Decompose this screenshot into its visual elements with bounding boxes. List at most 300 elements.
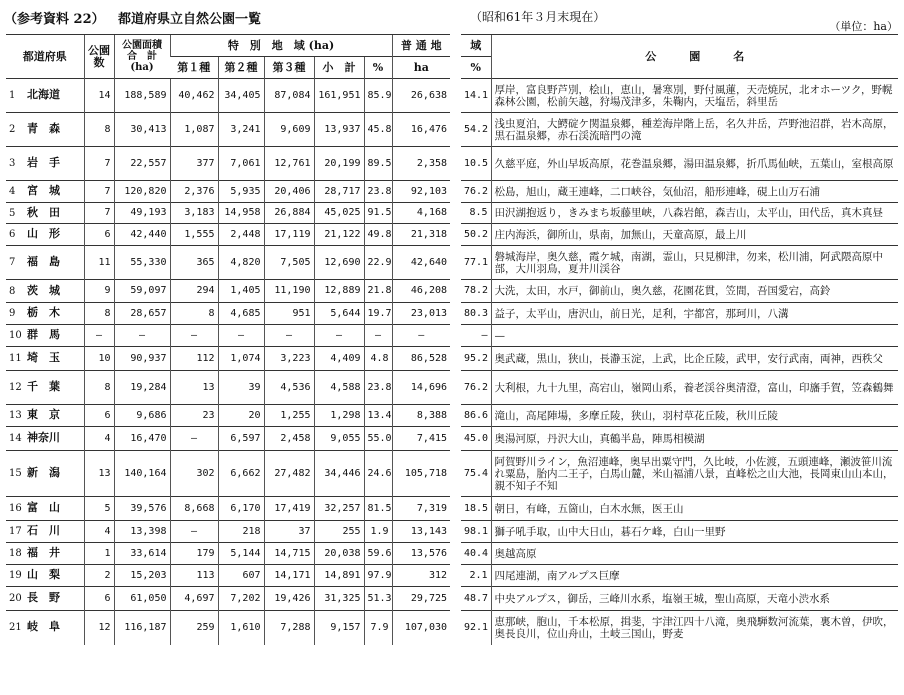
class2-cell: 6,597 [218,427,264,451]
normal-cell: 2,358 [392,147,450,181]
table-row [6,371,450,405]
class3-cell: 17,419 [264,497,314,521]
pref-cell [6,224,84,246]
count-cell: 6 [84,587,114,611]
normal-cell: 13,576 [392,543,450,565]
page-header [0,6,904,33]
area-cell: 55,330 [114,246,170,280]
park-names-cell: 朝日，有峰，五箇山，白木水無，医王山 [491,497,898,521]
col-c2: 第２種 [218,57,264,79]
park-names-cell: — [491,325,898,347]
normal-cell: 4,168 [392,203,450,224]
normal-cell: 13,143 [392,521,450,543]
subtotal-cell: 1,298 [314,405,364,427]
normal-pct-cell: 18.5 [461,497,491,521]
normal-cell: 86,528 [392,347,450,371]
table-row [6,565,450,587]
reference-label: （参考資料 22） [4,12,105,27]
table-gutter [452,34,459,695]
normal-pct-cell: 40.4 [461,543,491,565]
class1-cell: 8,668 [170,497,218,521]
count-cell: 8 [84,303,114,325]
park-names-cell: 磐城海岸，奥久慈，霞ケ城，南湖，霊山，只見柳津，勿来，松川浦，阿武隈高原中部，大川羽鳥，夏井川渓谷 [491,246,898,280]
normal-pct-cell: 14.1 [461,79,491,113]
pref-cell [6,543,84,565]
subtotal-cell: 34,446 [314,451,364,497]
col-area: 公園面積 合 計 (ha) [114,35,170,79]
table-row [6,521,450,543]
pref-name: 岐 阜 [27,620,60,634]
class3-cell: 9,609 [264,113,314,147]
pct-cell: 24.6 [364,451,392,497]
pref-name: 千 葉 [27,380,60,393]
normal-cell: 29,725 [392,587,450,611]
normal-cell: 42,640 [392,246,450,280]
class3-cell: 27,482 [264,451,314,497]
class2-cell: 5,935 [218,181,264,203]
class3-cell: 14,171 [264,565,314,587]
count-cell: 5 [84,497,114,521]
count-cell: 7 [84,203,114,224]
pref-name: 栃 木 [27,306,60,319]
class1-cell: 112 [170,347,218,371]
count-cell: 9 [84,280,114,303]
pct-cell: 1.9 [364,521,392,543]
col-pref: 都道府県 [6,35,84,79]
class1-cell: 294 [170,280,218,303]
table-row [6,325,450,347]
normal-pct-cell: 54.2 [461,113,491,147]
subtotal-cell: 20,038 [314,543,364,565]
park-names-cell: 大洗，太田，水戸，御前山，奥久慈，花園花貫，笠間，吾国愛宕，高鈴 [491,280,898,303]
col-names: 公 園 名 [491,35,898,79]
class1-cell: 23 [170,405,218,427]
area-cell: — [114,325,170,347]
class3-cell: 20,406 [264,181,314,203]
pref-cell [6,611,84,645]
subtotal-cell: 9,055 [314,427,364,451]
class3-cell: 19,426 [264,587,314,611]
count-cell: 7 [84,147,114,181]
class1-cell: 40,462 [170,79,218,113]
normal-cell: 92,103 [392,181,450,203]
pct-cell: 22.9 [364,246,392,280]
class3-cell: 14,715 [264,543,314,565]
subtotal-cell: — [314,325,364,347]
normal-pct-cell: 48.7 [461,587,491,611]
subtotal-cell: 9,157 [314,611,364,645]
class1-cell: — [170,325,218,347]
pref-cell [6,347,84,371]
table-row [461,303,898,325]
pref-cell [6,587,84,611]
table-row [461,427,898,451]
pref-cell [6,497,84,521]
class2-cell: 1,610 [218,611,264,645]
park-names-cell: 厚岸，富良野芦別，桧山，恵山，暑寒別，野付風蓮，天売焼尻，北オホーツク，野幌森林公園，松前矢越，狩場茂津多，朱鞠内，天塩岳，斜里岳 [491,79,898,113]
pct-cell: 45.8 [364,113,392,147]
count-cell: 13 [84,451,114,497]
pct-cell: 97.9 [364,565,392,587]
count-cell: 1 [84,543,114,565]
pct-cell: 89.5 [364,147,392,181]
class2-cell: — [218,325,264,347]
class2-cell: 3,241 [218,113,264,147]
area-cell: 33,614 [114,543,170,565]
pref-cell [6,79,84,113]
area-cell: 116,187 [114,611,170,645]
class2-cell: 20 [218,405,264,427]
table-row [6,405,450,427]
table-row [461,347,898,371]
class1-cell: 2,376 [170,181,218,203]
row-number: 10 [9,330,22,341]
area-cell: 22,557 [114,147,170,181]
class1-cell: 4,697 [170,587,218,611]
pct-cell: 55.0 [364,427,392,451]
table-row [6,427,450,451]
normal-cell: 21,318 [392,224,450,246]
area-cell: 49,193 [114,203,170,224]
normal-pct-cell: 77.1 [461,246,491,280]
unit-label: （単位：ha） [829,20,898,33]
area-cell: 61,050 [114,587,170,611]
col-region-pct: % [461,57,491,79]
pct-cell: 4.8 [364,347,392,371]
class3-cell: 11,190 [264,280,314,303]
class3-cell: 4,536 [264,371,314,405]
col-c1: 第１種 [170,57,218,79]
normal-pct-cell: 76.2 [461,181,491,203]
row-number: 2 [9,124,16,135]
normal-pct-cell: 8.5 [461,203,491,224]
col-normal: 普 通 地 [392,35,450,57]
subtotal-cell: 13,937 [314,113,364,147]
pref-name: 北海道 [27,88,60,101]
table-row [461,405,898,427]
park-names-cell: 滝山，高尾陣場，多摩丘陵，狭山，羽村草花丘陵，秋川丘陵 [491,405,898,427]
subtotal-cell: 20,199 [314,147,364,181]
normal-cell: 7,319 [392,497,450,521]
pref-cell [6,147,84,181]
pref-cell [6,203,84,224]
col-subtotal: 小 計 [314,57,364,79]
class3-cell: 3,223 [264,347,314,371]
table-row [461,280,898,303]
normal-cell: 107,030 [392,611,450,645]
row-number: 1 [9,90,16,101]
class1-cell: 113 [170,565,218,587]
pref-name: 埼 玉 [27,351,60,364]
class2-cell: 2,448 [218,224,264,246]
area-cell: 15,203 [114,565,170,587]
normal-pct-cell: 78.2 [461,280,491,303]
class3-cell: 37 [264,521,314,543]
normal-pct-cell: — [461,325,491,347]
class1-cell: — [170,521,218,543]
count-cell: 7 [84,181,114,203]
count-cell: 6 [84,224,114,246]
count-cell: 4 [84,427,114,451]
pct-cell: 7.9 [364,611,392,645]
row-number: 11 [9,353,22,364]
subtotal-cell: 31,325 [314,587,364,611]
pref-cell [6,371,84,405]
pref-name: 石 川 [27,524,60,537]
class2-cell: 6,662 [218,451,264,497]
row-number: 18 [9,548,22,559]
park-names-table [461,34,898,645]
row-number: 6 [9,229,16,240]
pref-name: 山 梨 [27,568,60,581]
pref-name: 新 潟 [27,466,60,479]
page-title: 都道府県立自然公園一覧 [118,12,262,27]
table-row [6,280,450,303]
area-cell: 140,164 [114,451,170,497]
area-cell: 30,413 [114,113,170,147]
class2-cell: 7,061 [218,147,264,181]
count-cell: 8 [84,371,114,405]
count-cell: 11 [84,246,114,280]
table-row [6,203,450,224]
row-number: 7 [9,257,16,268]
table-row [461,203,898,224]
pct-cell: — [364,325,392,347]
normal-cell: 105,718 [392,451,450,497]
normal-cell: 23,013 [392,303,450,325]
count-cell: — [84,325,114,347]
table-row [461,451,898,497]
table-row [461,521,898,543]
table-row [461,79,898,113]
area-cell: 188,589 [114,79,170,113]
pref-cell [6,521,84,543]
class2-cell: 14,958 [218,203,264,224]
count-cell: 6 [84,405,114,427]
area-cell: 59,097 [114,280,170,303]
area-cell: 39,576 [114,497,170,521]
table-row [6,147,450,181]
table-row [461,246,898,280]
normal-pct-cell: 2.1 [461,565,491,587]
park-names-cell: 恵那峡，胞山，千本松原，揖斐，宇津江四十八滝，奥飛騨数河流葉，裏木曽，伊吹，奥長良川，位山舟山，土岐三国山，野麦 [491,611,898,645]
pref-cell [6,181,84,203]
class2-cell: 1,074 [218,347,264,371]
park-stats-table [6,34,450,645]
col-special: 特 別 地 域 (ha) [170,35,392,57]
count-cell: 12 [84,611,114,645]
row-number: 8 [9,285,16,297]
pref-cell [6,113,84,147]
pref-name: 長 野 [27,591,60,604]
pref-name: 群 馬 [27,328,60,341]
pref-name: 宮 城 [27,184,60,197]
area-cell: 9,686 [114,405,170,427]
class3-cell: — [264,325,314,347]
table-row [461,587,898,611]
pct-cell: 51.3 [364,587,392,611]
class2-cell: 4,685 [218,303,264,325]
pct-cell: 21.8 [364,280,392,303]
subtotal-cell: 32,257 [314,497,364,521]
row-number: 3 [9,158,16,169]
class1-cell: 13 [170,371,218,405]
pct-cell: 49.8 [364,224,392,246]
pref-name: 岩 手 [27,156,60,169]
count-cell: 2 [84,565,114,587]
normal-pct-cell: 95.2 [461,347,491,371]
class1-cell: 179 [170,543,218,565]
pct-cell: 23.8 [364,181,392,203]
pref-cell [6,565,84,587]
table-row [6,224,450,246]
pref-name: 山 形 [27,227,60,240]
class3-cell: 26,884 [264,203,314,224]
row-number: 20 [9,593,22,604]
table-row [461,147,898,181]
park-names-cell: 久慈平庭，外山早坂高原，花巻温泉郷，湯田温泉郷，折爪馬仙峡，五葉山，室根高原 [491,147,898,181]
class1-cell: — [170,427,218,451]
park-names-cell: 浅虫夏泊，大鰐碇ケ関温泉郷，種差海岸階上岳，名久井岳，芦野池沼群，岩木高原，黒石温泉郷，赤石渓流暗門の滝 [491,113,898,147]
table-row [6,611,450,645]
class1-cell: 1,555 [170,224,218,246]
pref-name: 富 山 [27,501,60,514]
row-number: 21 [9,622,22,634]
table-row [461,543,898,565]
class2-cell: 4,820 [218,246,264,280]
normal-pct-cell: 76.2 [461,371,491,405]
subtotal-cell: 12,690 [314,246,364,280]
table-row [6,246,450,280]
table-row [6,543,450,565]
row-number: 9 [9,308,16,319]
subtotal-cell: 255 [314,521,364,543]
class2-cell: 34,405 [218,79,264,113]
pref-name: 東 京 [27,408,60,421]
area-cell: 28,657 [114,303,170,325]
pref-name: 秋 田 [27,205,60,219]
pct-cell: 81.5 [364,497,392,521]
col-region: 域 [461,35,491,57]
area-cell: 13,398 [114,521,170,543]
class3-cell: 1,255 [264,405,314,427]
row-number: 13 [9,410,22,421]
row-number: 12 [9,382,22,393]
table-row [461,611,898,645]
pref-cell [6,325,84,347]
table-row [461,371,898,405]
class1-cell: 377 [170,147,218,181]
pref-name: 茨 城 [27,283,60,297]
pref-cell [6,246,84,280]
area-cell: 42,440 [114,224,170,246]
class3-cell: 7,505 [264,246,314,280]
subtotal-cell: 4,588 [314,371,364,405]
col-normal-unit: ha [392,57,450,79]
pct-cell: 13.4 [364,405,392,427]
pref-name: 神奈川 [27,431,60,444]
park-names-cell: 四尾連湖，南アルプス巨摩 [491,565,898,587]
table-row [461,497,898,521]
class1-cell: 302 [170,451,218,497]
normal-pct-cell: 45.0 [461,427,491,451]
normal-pct-cell: 86.6 [461,405,491,427]
park-names-cell: 田沢湖抱返り，きみまち坂藤里峡，八森岩館，森吉山，太平山，田代岳，真木真昼 [491,203,898,224]
as-of-date: （昭和61年３月末現在） [470,10,606,24]
table-row [461,224,898,246]
park-names-cell: 益子，太平山，唐沢山，前日光，足利，宇都宮，那珂川，八溝 [491,303,898,325]
subtotal-cell: 5,644 [314,303,364,325]
subtotal-cell: 14,891 [314,565,364,587]
normal-cell: 8,388 [392,405,450,427]
class3-cell: 7,288 [264,611,314,645]
pct-cell: 23.8 [364,371,392,405]
row-number: 14 [9,433,22,444]
normal-pct-cell: 10.5 [461,147,491,181]
pref-cell [6,405,84,427]
row-number: 19 [9,570,22,581]
area-cell: 19,284 [114,371,170,405]
table-row [461,181,898,203]
table-row [6,497,450,521]
normal-cell: 312 [392,565,450,587]
col-count: 公園数 [84,35,114,79]
class3-cell: 87,084 [264,79,314,113]
table-row [6,451,450,497]
table-row [6,181,450,203]
normal-cell: 46,208 [392,280,450,303]
normal-cell: 26,638 [392,79,450,113]
normal-pct-cell: 92.1 [461,611,491,645]
table-row [461,325,898,347]
normal-pct-cell: 98.1 [461,521,491,543]
class1-cell: 3,183 [170,203,218,224]
row-number: 17 [9,526,22,537]
class3-cell: 17,119 [264,224,314,246]
class2-cell: 218 [218,521,264,543]
class2-cell: 1,405 [218,280,264,303]
col-pct: % [364,57,392,79]
class2-cell: 39 [218,371,264,405]
park-names-cell: 獅子吼手取，山中大日山，碁石ケ峰，白山一里野 [491,521,898,543]
subtotal-cell: 4,409 [314,347,364,371]
pref-cell [6,451,84,497]
park-names-cell: 庄内海浜，御所山，県南，加無山，天童高原，最上川 [491,224,898,246]
pref-name: 福 島 [27,255,60,268]
subtotal-cell: 161,951 [314,79,364,113]
table-row [461,113,898,147]
normal-pct-cell: 50.2 [461,224,491,246]
normal-cell: 16,476 [392,113,450,147]
row-number: 4 [9,186,16,197]
count-cell: 14 [84,79,114,113]
table-row [6,303,450,325]
class2-cell: 5,144 [218,543,264,565]
park-names-cell: 阿賀野川ライン，魚沼連峰，奥早出粟守門，久比岐，小佐渡，五頭連峰，瀬波笹川流れ粟島，胎内二王子，白馬山麓，米山福浦八景，直峰松之山大池，長岡東山山本山，親不知子不知 [491,451,898,497]
normal-cell: 14,696 [392,371,450,405]
table-row [6,587,450,611]
col-c3: 第３種 [264,57,314,79]
row-number: 16 [9,503,22,514]
table-row [461,565,898,587]
row-number: 5 [9,207,16,219]
subtotal-cell: 28,717 [314,181,364,203]
class3-cell: 12,761 [264,147,314,181]
subtotal-cell: 21,122 [314,224,364,246]
area-cell: 120,820 [114,181,170,203]
normal-cell: — [392,325,450,347]
class1-cell: 1,087 [170,113,218,147]
